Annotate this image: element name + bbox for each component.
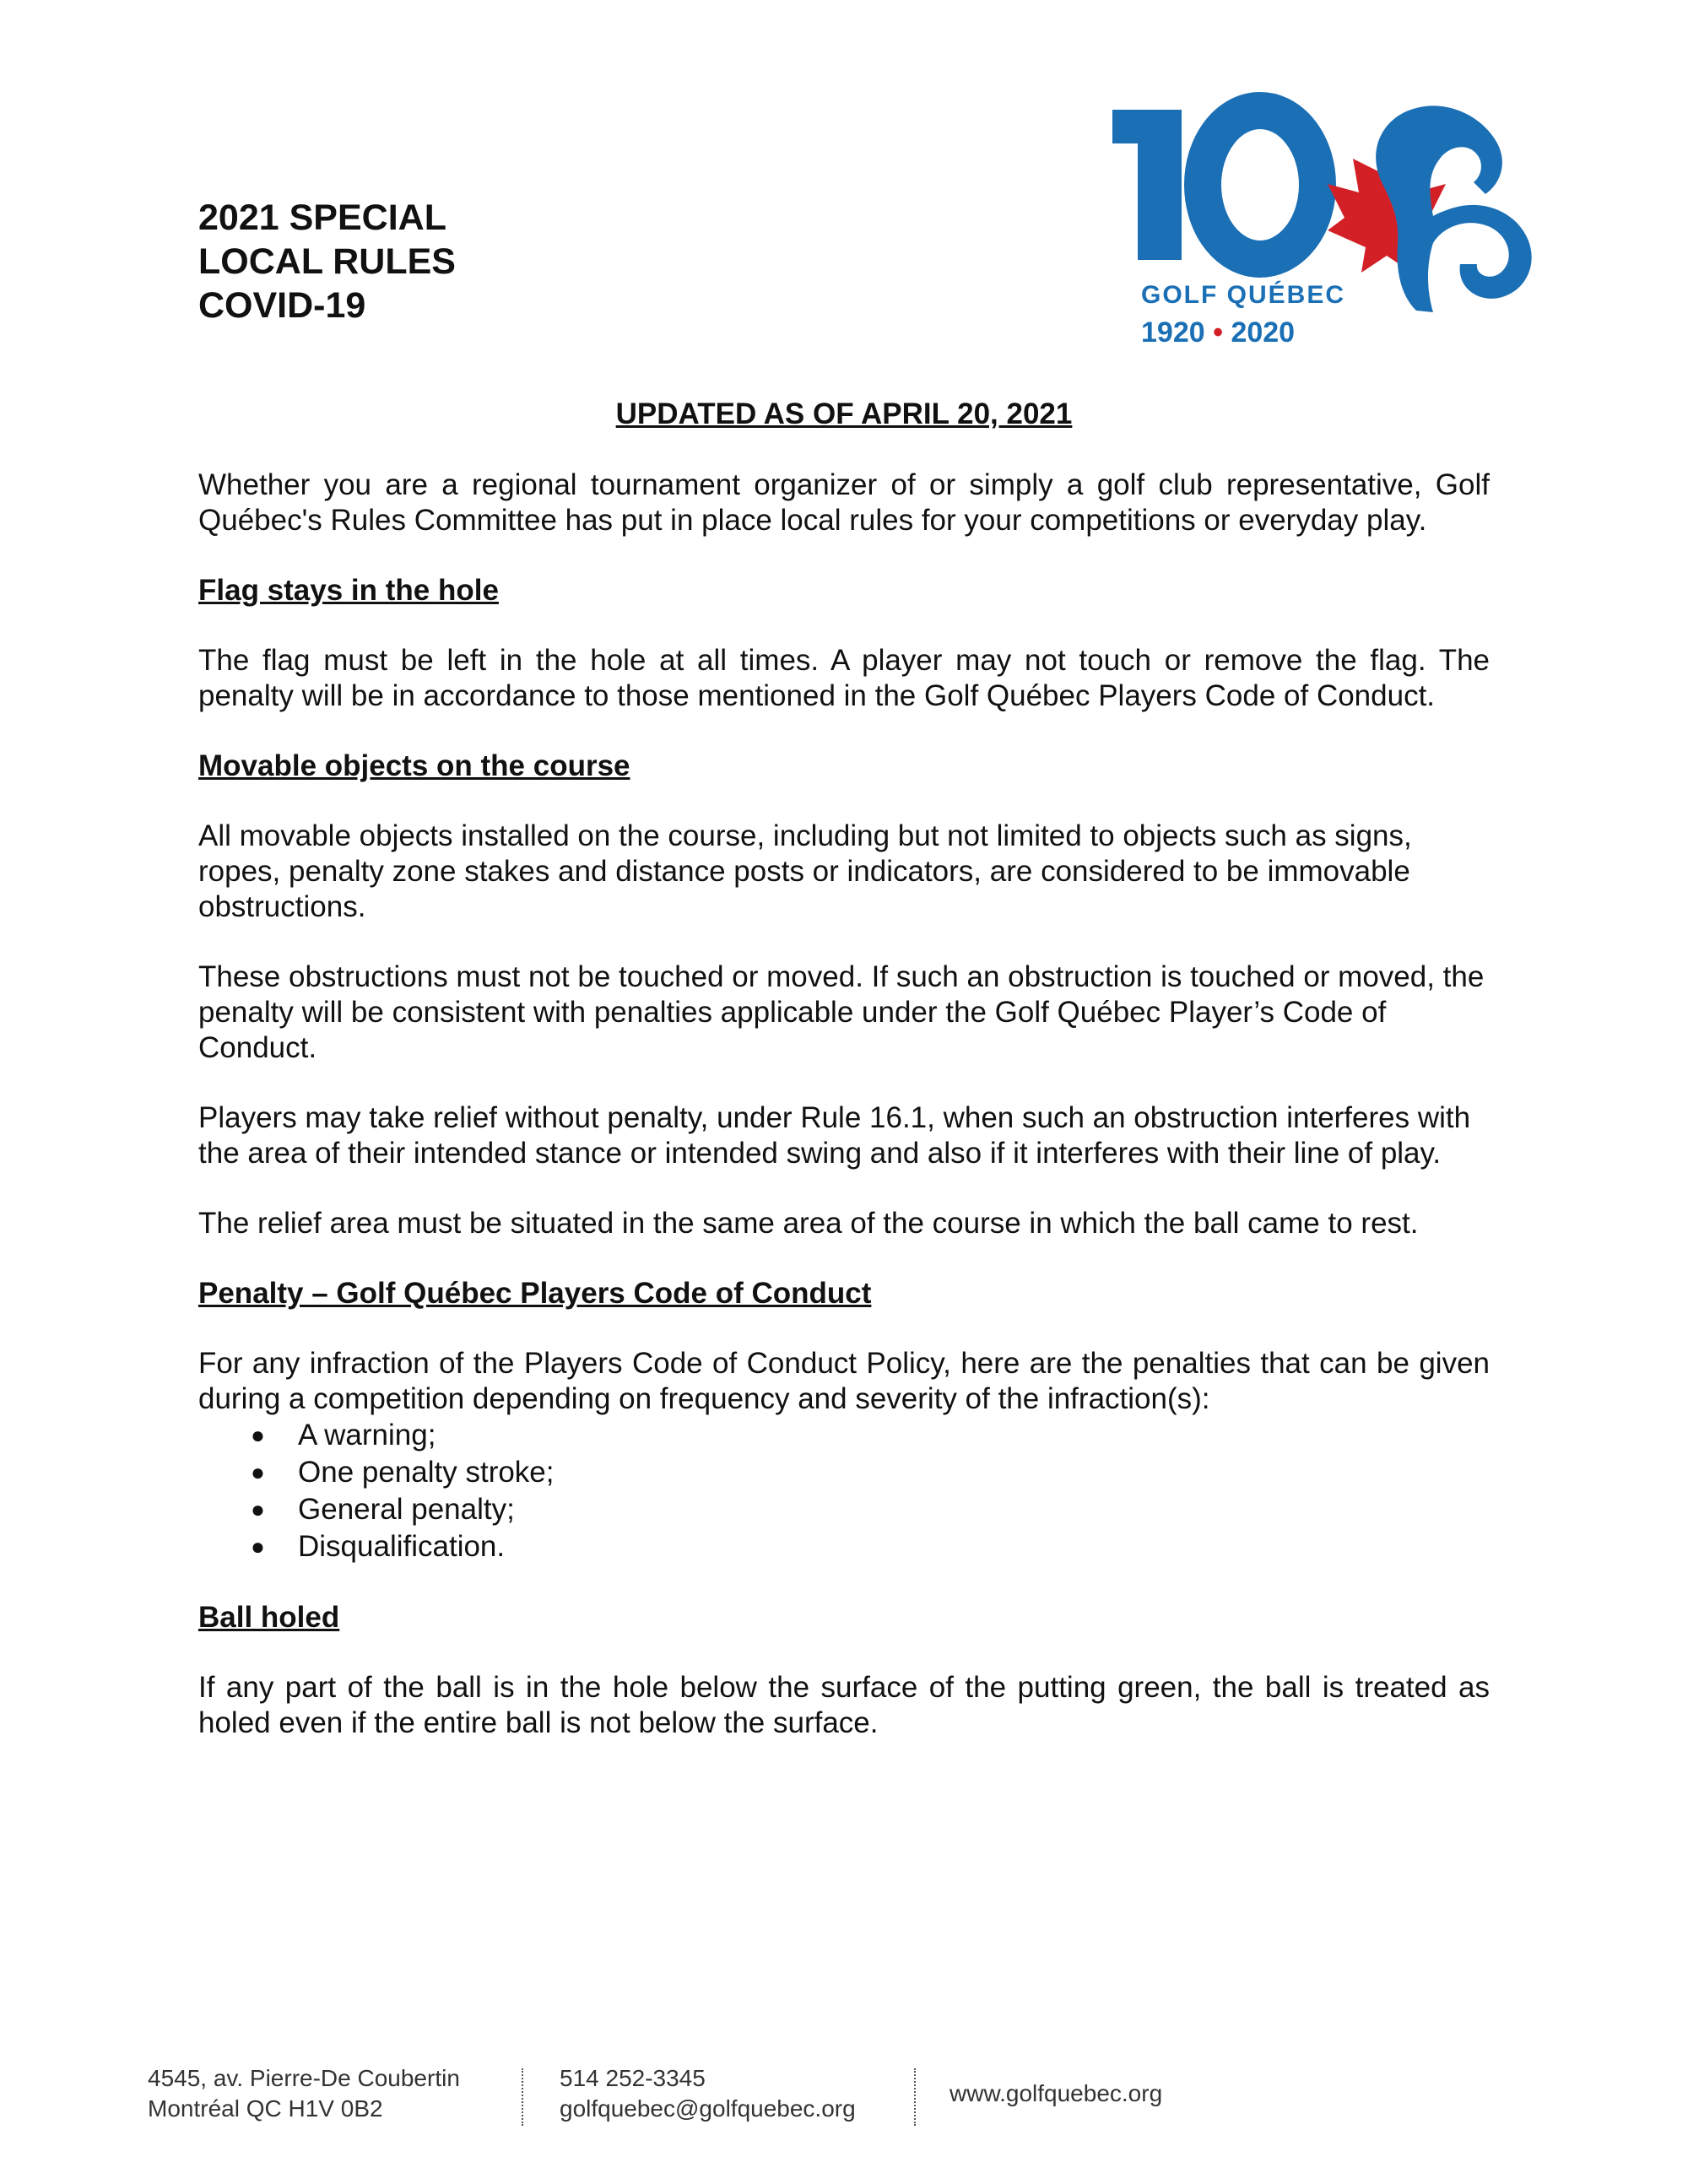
list-item (198, 1417, 1490, 1454)
footer-website[interactable]: www.golfquebec.org (950, 2080, 1163, 2106)
logo-digit-zero (1203, 111, 1317, 259)
paragraph-movable-3: Players may take relief without penalty, under Rule 16.1, when such an obstruction interferes with the area of their intended stance or intended swing and also if it interferes with their line of play. (198, 1101, 1471, 1170)
logo-years (1141, 314, 1295, 351)
list-item-text: A warning; (298, 1419, 436, 1451)
bullet-icon: ● (251, 1496, 265, 1522)
footer-contact (560, 2063, 856, 2124)
penalty-list (198, 1417, 1490, 1565)
logo-digit-one (1112, 110, 1182, 260)
footer-address-line-2: Montréal QC H1V 0B2 (148, 2095, 383, 2122)
bullet-icon: ● (251, 1533, 265, 1560)
heading-flag: Flag stays in the hole (198, 574, 499, 607)
paragraph-penalty: For any infraction of the Players Code of Conduct Policy, here are the penalties that can be given during a competition depending on frequency and severity of the infraction(s): (198, 1347, 1490, 1415)
paragraph-ball-holed: If any part of the ball is in the hole below the surface of the putting green, the ball is treated as holed even if the entire ball is not below the surface. (198, 1671, 1490, 1739)
list-item (198, 1454, 1490, 1491)
footer-email[interactable]: golfquebec@golfquebec.org (560, 2095, 856, 2122)
footer-divider (522, 2068, 523, 2126)
updated-date: UPDATED AS OF APRIL 20, 2021 (615, 397, 1073, 430)
paragraph-movable-2: These obstructions must not be touched or moved. If such an obstruction is touched or moved, the penalty will be consistent with penalties applicable under the Golf Québec Player’s Code of Conduct. (198, 960, 1485, 1064)
list-item-text: Disqualification. (298, 1530, 506, 1563)
logo-year-start: 1920 (1141, 316, 1205, 349)
paragraph-movable-4: The relief area must be situated in the same area of the course in which the ball came to rest. (198, 1207, 1419, 1240)
intro-paragraph: Whether you are a regional tournament organizer of or simply a golf club representative, Golf Québec's Rules Committee has put in place local rules for your competitions or everyday play. (198, 468, 1490, 537)
heading-movable-objects: Movable objects on the course (198, 749, 630, 782)
page-footer (148, 2063, 1667, 2131)
logo-year-end: 2020 (1231, 316, 1296, 349)
golf-ball-icon (1396, 118, 1423, 145)
footer-address (148, 2063, 460, 2124)
heading-penalty: Penalty – Golf Québec Players Code of Conduct (198, 1277, 872, 1310)
logo-org-name: GOLF QUÉBEC (1141, 281, 1346, 309)
list-item (198, 1528, 1490, 1565)
title-line-3: COVID-19 (198, 285, 366, 326)
footer-phone: 514 252-3345 (560, 2065, 706, 2091)
title-line-1: 2021 SPECIAL (198, 197, 446, 238)
paragraph-flag: The flag must be left in the hole at all times. A player may not touch or remove the flag. The penalty will be in accordance to those mentioned in the Golf Québec Players Code of Conduct. (198, 644, 1490, 712)
bullet-icon: ● (251, 1422, 265, 1448)
heading-ball-holed: Ball holed (198, 1601, 340, 1634)
title-line-2: LOCAL RULES (198, 241, 456, 282)
footer-address-line-1: 4545, av. Pierre-De Coubertin (148, 2065, 460, 2091)
paragraph-movable-1: All movable objects installed on the course, including but not limited to objects such as signs, ropes, penalty zone stakes and distance posts or indicators, are considered to be immovable obstructions. (198, 819, 1412, 923)
list-item-text: One penalty stroke; (298, 1456, 555, 1489)
bullet-icon: ● (251, 1459, 265, 1485)
logo-year-separator: • (1213, 316, 1223, 349)
list-item (198, 1491, 1490, 1528)
list-item-text: General penalty; (298, 1493, 515, 1526)
document-title (198, 196, 789, 327)
document-body (198, 397, 1490, 1776)
footer-divider (914, 2068, 916, 2126)
